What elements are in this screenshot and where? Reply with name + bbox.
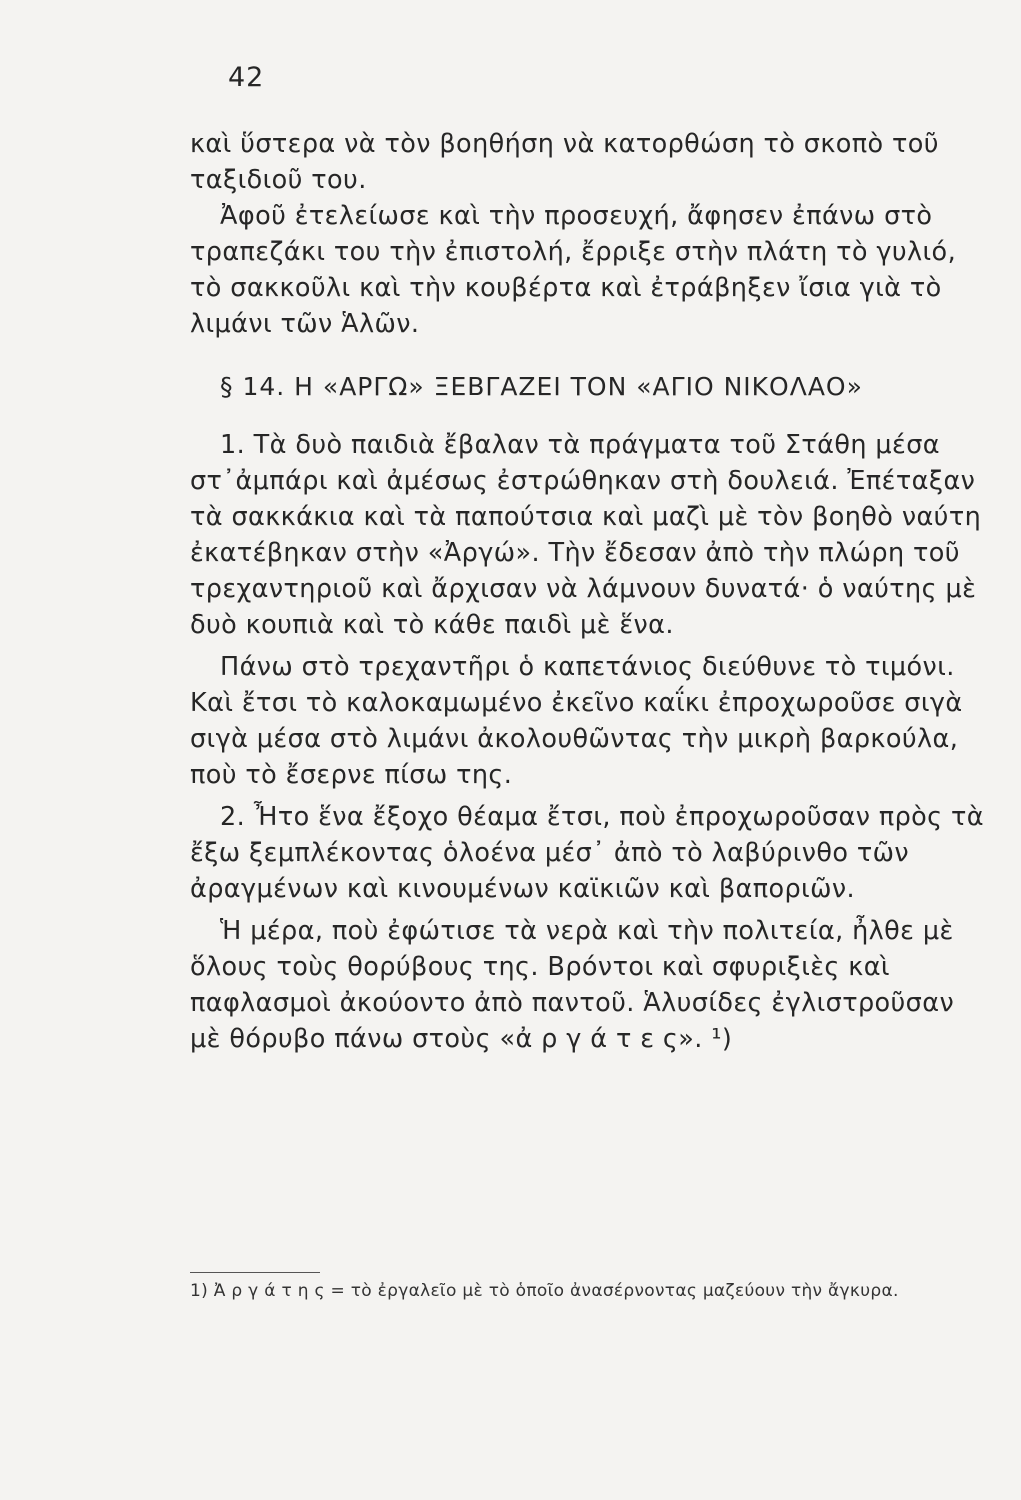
paragraph: Ἀφοῦ ἐτελείωσε καὶ τὴν προσευχή, ἄφησεν ἐπάνω στὸ τραπεζάκι του τὴν ἐπιστολή, ἔρριξε στὴν πλάτη τὸ γυλιό, τὸ σακκοῦλι καὶ τὴν κουβέρτα καὶ ἐτράβηξεν ἴσια γιὰ τὸ λιμάνι τῶν Ἁλῶν. — [190, 201, 957, 339]
footnote: 1) Ἀ ρ γ ά τ η ς = τὸ ἐργαλεῖο μὲ τὸ ὁποῖο ἀνασέρνοντας μαζεύουν τὴν ἄγκυρα. — [190, 1281, 899, 1301]
page-number: 42 — [228, 62, 265, 93]
section-heading: § 14. Η «ΑΡΓΩ» ΞΕΒΓΑΖΕΙ ΤΟΝ «ΑΓΙΟ ΝΙΚΟΛΑΟ» — [220, 372, 863, 401]
paragraph: 1. Τὰ δυὸ παιδιὰ ἔβαλαν τὰ πράγματα τοῦ Στάθη μέσα στ᾿ἀμπάρι καὶ ἀμέσως ἐστρώθηκαν στὴ δουλειά. Ἐπέταξαν τὰ σακκάκια καὶ τὰ παπούτσια καὶ μαζὶ μὲ τὸν βοηθὸ ναύτη ἐκατέβηκαν στὴν «Ἀργώ». Τὴν ἔδεσαν ἀπὸ τὴν πλώρη τοῦ τρεχαντηριοῦ καὶ ἄρχισαν νὰ λάμνουν δυνατά· ὁ ναύτης μὲ δυὸ κουπιὰ καὶ τὸ κάθε παιδὶ μὲ ἕνα. — [190, 430, 982, 640]
body-text — [190, 126, 990, 1057]
paragraph: Ἡ μέρα, ποὺ ἐφώτισε τὰ νερὰ καὶ τὴν πολιτεία, ἦλθε μὲ ὅλους τοὺς θορύβους της. Βρόντοι καὶ σφυριξιὲς καὶ παφλασμοὶ ἀκούοντο ἀπὸ παντοῦ. Ἁλυσίδες ἐγλιστροῦσαν μὲ θόρυβο πάνω στοὺς «ἀ ρ γ ά τ ε ς». ¹) — [190, 916, 955, 1054]
paragraph: 2. Ἦτο ἕνα ἔξοχο θέαμα ἔτσι, ποὺ ἐπροχωροῦσαν πρὸς τὰ ἔξω ξεμπλέκοντας ὁλοένα μέσ᾿ ἀπὸ τὸ λαβύρινθο τῶν ἀραγμένων καὶ κινουμένων καϊκιῶν καὶ βαποριῶν. — [190, 802, 985, 904]
footnote-divider — [190, 1272, 320, 1273]
paragraph-continuation: καὶ ὕστερα νὰ τὸν βοηθήση νὰ κατορθώση τὸ σκοπὸ τοῦ ταξιδιοῦ του. — [190, 129, 939, 195]
paragraph: Πάνω στὸ τρεχαντῆρι ὁ καπετάνιος διεύθυνε τὸ τιμόνι. Καὶ ἔτσι τὸ καλοκαμωμένο ἐκεῖνο καΐκι ἐπροχωροῦσε σιγὰ σιγὰ μέσα στὸ λιμάνι ἀκολουθῶντας τὴν μικρὴ βαρκούλα, ποὺ τὸ ἔσερνε πίσω της. — [190, 652, 963, 790]
